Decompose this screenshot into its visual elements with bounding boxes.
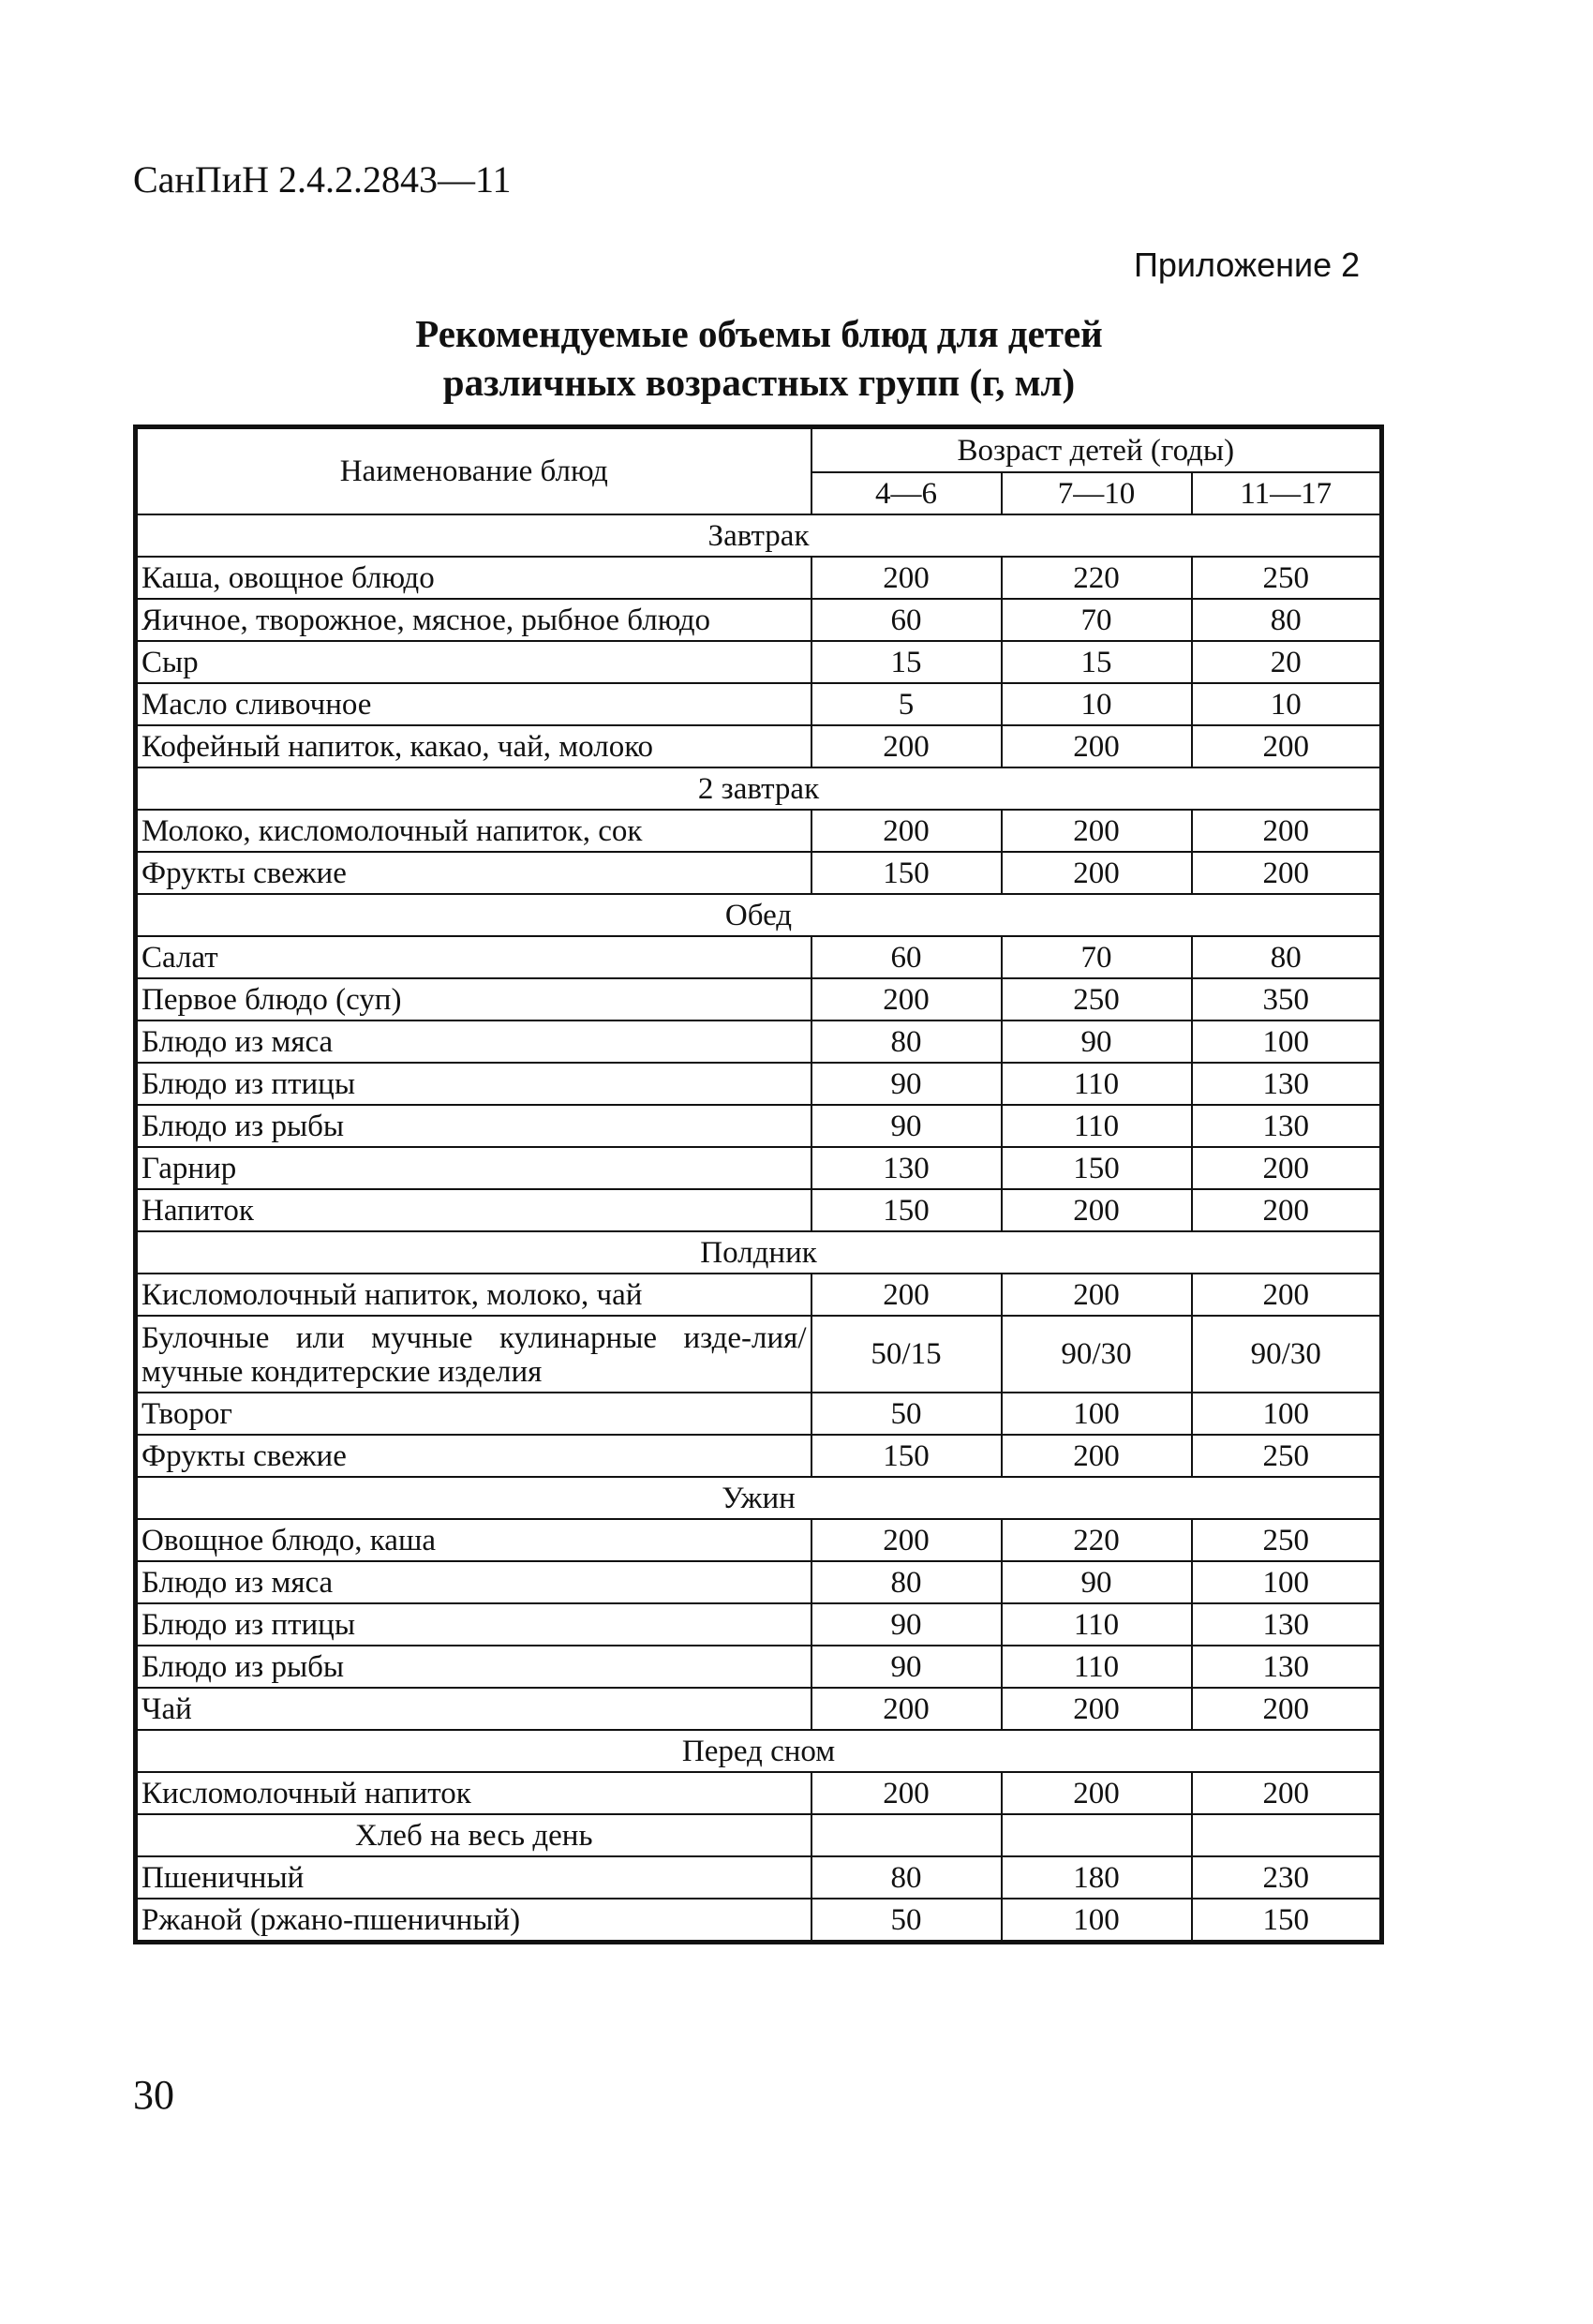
portion-value: 90 [811,1603,1002,1646]
portion-value: 220 [1002,557,1192,599]
portion-value: 60 [811,936,1002,978]
portion-value: 200 [1192,1147,1382,1189]
dish-name: Блюдо из мяса [136,1020,811,1063]
portion-value: 90 [811,1105,1002,1147]
portion-value: 200 [1192,1772,1382,1814]
portion-value: 80 [811,1856,1002,1899]
table-row [136,1020,1382,1063]
page-title-line-1: Рекомендуемые объемы блюд для детей [415,312,1103,355]
portion-value: 200 [1192,852,1382,894]
table-body [136,514,1382,1943]
portion-value: 90 [1002,1561,1192,1603]
table-row [136,1435,1382,1477]
portion-value: 90 [811,1063,1002,1105]
portion-value: 130 [811,1147,1002,1189]
table-row [136,1274,1382,1316]
portion-value: 90/30 [1002,1316,1192,1393]
portion-value: 150 [1192,1899,1382,1943]
dish-name: Фрукты свежие [136,1435,811,1477]
table-row [136,1519,1382,1561]
empty-cell [1192,1814,1382,1856]
portion-value: 200 [1002,1435,1192,1477]
table-row [136,725,1382,767]
empty-cell [811,1814,1002,1856]
column-header-age-11-17: 11—17 [1192,472,1382,514]
section-title: Полдник [136,1231,1382,1274]
dish-name: Салат [136,936,811,978]
portion-value: 70 [1002,599,1192,641]
dish-name: Творог [136,1393,811,1435]
column-header-age-7-10: 7—10 [1002,472,1192,514]
portion-value: 100 [1192,1561,1382,1603]
dish-name: Овощное блюдо, каша [136,1519,811,1561]
portion-value: 250 [1192,1519,1382,1561]
bread-section-title: Хлеб на весь день [136,1814,811,1856]
portion-value: 60 [811,599,1002,641]
dish-name: Масло сливочное [136,683,811,725]
portion-value: 100 [1002,1899,1192,1943]
portion-value: 80 [1192,599,1382,641]
portion-value: 15 [1002,641,1192,683]
dish-name: Пшеничный [136,1856,811,1899]
portion-value: 200 [1002,1772,1192,1814]
portion-value: 200 [1002,1189,1192,1231]
portion-value: 20 [1192,641,1382,683]
dish-name: Молоко, кисломолочный напиток, сок [136,810,811,852]
portion-value: 80 [811,1561,1002,1603]
portion-value: 250 [1192,1435,1382,1477]
portion-value: 250 [1002,978,1192,1020]
portion-value: 100 [1192,1393,1382,1435]
dish-name: Каша, овощное блюдо [136,557,811,599]
portion-value: 200 [1002,852,1192,894]
portion-value: 150 [811,1435,1002,1477]
table-row [136,599,1382,641]
appendix-label: Приложение 2 [1134,246,1361,284]
portion-value: 110 [1002,1105,1192,1147]
table-row [136,1393,1382,1435]
section-row [136,514,1382,557]
portion-value: 110 [1002,1063,1192,1105]
portion-value: 100 [1192,1020,1382,1063]
table-row [136,1316,1382,1393]
dish-name: Напиток [136,1189,811,1231]
table-row [136,936,1382,978]
portion-value: 200 [811,1688,1002,1730]
portion-value: 200 [1002,810,1192,852]
portion-value: 130 [1192,1105,1382,1147]
table-row [136,1105,1382,1147]
portion-value: 130 [1192,1646,1382,1688]
portion-value: 130 [1192,1063,1382,1105]
portion-value: 80 [811,1020,1002,1063]
portion-value: 180 [1002,1856,1192,1899]
portion-value: 150 [811,1189,1002,1231]
portion-value: 200 [811,1274,1002,1316]
portion-value: 10 [1192,683,1382,725]
dish-name: Блюдо из рыбы [136,1646,811,1688]
portion-value: 200 [811,1772,1002,1814]
portion-value: 200 [1002,1688,1192,1730]
portion-value: 200 [1192,1274,1382,1316]
portion-value: 110 [1002,1603,1192,1646]
portion-value: 200 [811,557,1002,599]
empty-cell [1002,1814,1192,1856]
portion-value: 150 [811,852,1002,894]
section-title: Обед [136,894,1382,936]
table-row [136,810,1382,852]
portion-value: 5 [811,683,1002,725]
portion-value: 50/15 [811,1316,1002,1393]
table-row [136,683,1382,725]
portion-value: 90 [1002,1020,1192,1063]
table-row [136,1147,1382,1189]
dish-name: Кисломолочный напиток [136,1772,811,1814]
portion-value: 200 [811,1519,1002,1561]
portion-value: 150 [1002,1147,1192,1189]
section-title: Ужин [136,1477,1382,1519]
dish-name: Блюдо из птицы [136,1063,811,1105]
portion-value: 50 [811,1393,1002,1435]
dish-name: Блюдо из птицы [136,1603,811,1646]
table-row [136,1899,1382,1943]
table-row [136,1772,1382,1814]
dish-name: Первое блюдо (суп) [136,978,811,1020]
dish-name: Блюдо из рыбы [136,1105,811,1147]
portion-value: 200 [811,978,1002,1020]
page-number: 30 [133,2072,174,2118]
column-header-dish-name: Наименование блюд [136,427,811,515]
bread-header-row [136,1814,1382,1856]
dish-name: Чай [136,1688,811,1730]
portion-value: 200 [1192,1688,1382,1730]
page-title-line-2: различных возрастных групп (г, мл) [442,361,1076,404]
column-header-age-group: Возраст детей (годы) [811,427,1382,473]
portion-value: 350 [1192,978,1382,1020]
table-row [136,1646,1382,1688]
dish-name: Сыр [136,641,811,683]
portion-value: 200 [811,810,1002,852]
portion-value: 200 [1192,1189,1382,1231]
portion-value: 90/30 [1192,1316,1382,1393]
section-title: Перед сном [136,1730,1382,1772]
dish-name: Кофейный напиток, какао, чай, молоко [136,725,811,767]
portion-value: 50 [811,1899,1002,1943]
portion-value: 130 [1192,1603,1382,1646]
portion-value: 80 [1192,936,1382,978]
table-row [136,1063,1382,1105]
portion-value: 100 [1002,1393,1192,1435]
portion-value: 15 [811,641,1002,683]
dish-name: Булочные или мучные кулинарные изде-лия/мучные кондитерские изделия [136,1316,811,1393]
portion-value: 110 [1002,1646,1192,1688]
table-row [136,978,1382,1020]
portion-value: 200 [1192,725,1382,767]
portion-value: 200 [1002,1274,1192,1316]
portion-value: 220 [1002,1519,1192,1561]
dish-name: Кисломолочный напиток, молоко, чай [136,1274,811,1316]
column-header-age-4-6: 4—6 [811,472,1002,514]
section-title: 2 завтрак [136,767,1382,810]
section-row [136,894,1382,936]
section-row [136,1477,1382,1519]
portion-value: 200 [811,725,1002,767]
table-row [136,1603,1382,1646]
portion-value: 200 [1002,725,1192,767]
section-row [136,1730,1382,1772]
dish-name: Ржаной (ржано-пшеничный) [136,1899,811,1943]
section-row [136,1231,1382,1274]
portion-value: 250 [1192,557,1382,599]
dish-name: Гарнир [136,1147,811,1189]
portion-value: 90 [811,1646,1002,1688]
table-row [136,1688,1382,1730]
section-title: Завтрак [136,514,1382,557]
table-header-row [136,427,1382,473]
table-row [136,641,1382,683]
portion-volume-table [133,425,1384,1944]
document-code: СанПиН 2.4.2.2843—11 [133,158,512,201]
portion-value: 10 [1002,683,1192,725]
dish-name: Яичное, творожное, мясное, рыбное блюдо [136,599,811,641]
table-row [136,1189,1382,1231]
portion-value: 200 [1192,810,1382,852]
table-row [136,852,1382,894]
portion-value: 230 [1192,1856,1382,1899]
dish-name: Блюдо из мяса [136,1561,811,1603]
table-row [136,1561,1382,1603]
table-row [136,557,1382,599]
portion-value: 70 [1002,936,1192,978]
section-row [136,767,1382,810]
table-row [136,1856,1382,1899]
dish-name: Фрукты свежие [136,852,811,894]
